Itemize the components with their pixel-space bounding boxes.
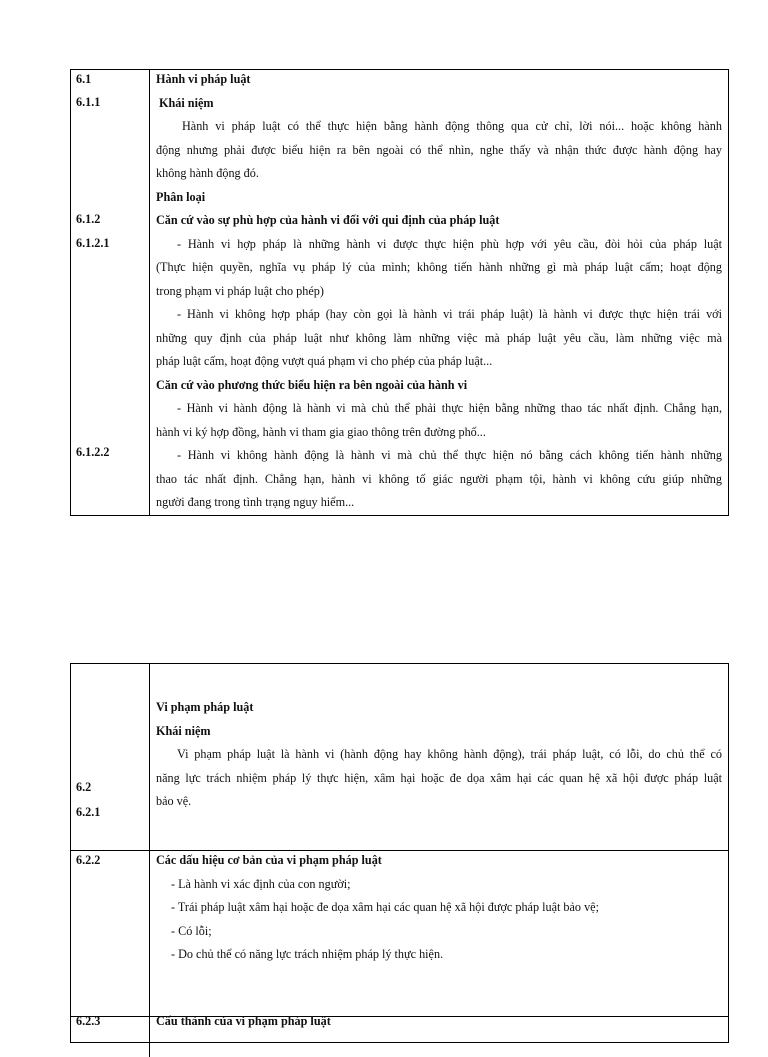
subheading: Khái niệm xyxy=(159,95,214,110)
paragraph-line: hành vi ký hợp đồng, hành vi tham gia giao thông trên đường phố... xyxy=(156,424,486,439)
heading: Các dấu hiệu cơ bản của vi phạm pháp luật xyxy=(156,853,382,867)
section-number-column xyxy=(71,70,150,515)
paragraph-line: năng lực trách nhiệm pháp lý thực hiện, xâm hại hoặc đe dọa xâm hại các quan hệ xã hội được pháp luật xyxy=(156,770,722,785)
subheading: Phân loại xyxy=(156,189,206,204)
section-number: 6.2.2 xyxy=(76,853,101,867)
heading: Cấu thành của vi phạm pháp luật xyxy=(156,1014,331,1028)
table-row xyxy=(71,664,728,850)
section-number: 6.1.2.1 xyxy=(76,236,110,250)
paragraph-line: (Thực hiện quyền, nghĩa vụ pháp lý của mình; không tiến hành những gì mà pháp luật cấm; hoạt động xyxy=(156,260,722,274)
list-item: - Trái pháp luật xâm hại hoặc đe dọa xâm hại các quan hệ xã hội được pháp luật bảo vệ; xyxy=(171,900,599,914)
paragraph-line: không hành động đó. xyxy=(156,166,259,180)
heading: Vi phạm pháp luật xyxy=(156,700,254,714)
section-number-column xyxy=(71,1014,150,1057)
section-content xyxy=(150,1014,728,1057)
section-number: 6.2 xyxy=(76,780,92,794)
table-hanh-vi-phap-luat xyxy=(70,69,729,516)
section-number: 6.1.1 xyxy=(76,95,101,109)
table-row xyxy=(71,1016,728,1057)
list-item: - Là hành vi xác định của con người; xyxy=(171,876,351,891)
paragraph-line: - Hành vi hợp pháp là những hành vi được thực hiện phù hợp với yêu cầu, đòi hỏi của pháp luật xyxy=(177,236,722,251)
section-content xyxy=(150,70,728,515)
section-content xyxy=(150,851,728,1016)
paragraph-line: Vi phạm pháp luật là hành vi (hành động hay không hành động), trái pháp luật, có lỗi, do chủ thể có xyxy=(177,747,722,761)
paragraph-line: người đang trong tình trạng nguy hiểm... xyxy=(156,495,355,509)
table-row xyxy=(71,850,728,1016)
section-number: 6.2.1 xyxy=(76,805,101,819)
section-number: 6.1.2.2 xyxy=(76,445,110,459)
subheading: Căn cứ vào sự phù hợp của hành vi đối với qui định của pháp luật xyxy=(156,213,500,227)
paragraph-line: Hành vi pháp luật có thể thực hiện bằng hành động thông qua cử chỉ, lời nói... hoặc không hành xyxy=(182,119,722,133)
paragraph-line: - Hành vi không hợp pháp (hay còn gọi là hành vi trái pháp luật) là hành vi được thực hiện trái với xyxy=(177,307,722,321)
list-item: - Do chủ thể có năng lực trách nhiệm pháp lý thực hiện. xyxy=(171,947,444,961)
list-item: - Có lỗi; xyxy=(171,923,212,938)
paragraph-line: bảo vệ. xyxy=(156,794,192,808)
section-number: 6.2.3 xyxy=(76,1014,101,1028)
table-vi-pham-phap-luat xyxy=(70,663,729,1043)
paragraph-line: những quy định của pháp luật như không làm những việc mà pháp luật yêu cầu, làm những việc mà xyxy=(156,330,722,345)
section-number-column xyxy=(71,851,150,1016)
heading: Hành vi pháp luật xyxy=(156,72,251,86)
paragraph-line: pháp luật cấm, hoạt động vượt quá phạm vi cho phép của pháp luật... xyxy=(156,354,493,368)
paragraph-line: - Hành vi hành động là hành vi mà chủ thể phải thực hiện bằng những thao tác nhất định. Chẳng hạn, xyxy=(177,401,722,415)
paragraph-line: thao tác nhất định. Chẳng hạn, hành vi không tố giác người phạm tội, hành vi không cứu giúp những xyxy=(156,471,722,486)
paragraph-line: trong phạm vi pháp luật cho phép) xyxy=(156,283,324,298)
section-number: 6.1 xyxy=(76,72,92,86)
section-content xyxy=(150,664,728,850)
subheading: Căn cứ vào phương thức biểu hiện ra bên ngoài của hành vi xyxy=(156,377,468,392)
section-number-column xyxy=(71,664,150,850)
paragraph-line: - Hành vi không hành động là hành vi mà chủ thể thực hiện nó bằng cách không tiến hành những xyxy=(177,448,722,462)
paragraph-line: động nhưng phải được biểu hiện ra bên ngoài có thể nhìn, nghe thấy và nhận thức được hành động hay xyxy=(156,142,722,157)
subheading: Khái niệm xyxy=(156,723,211,738)
section-number: 6.1.2 xyxy=(76,212,101,226)
